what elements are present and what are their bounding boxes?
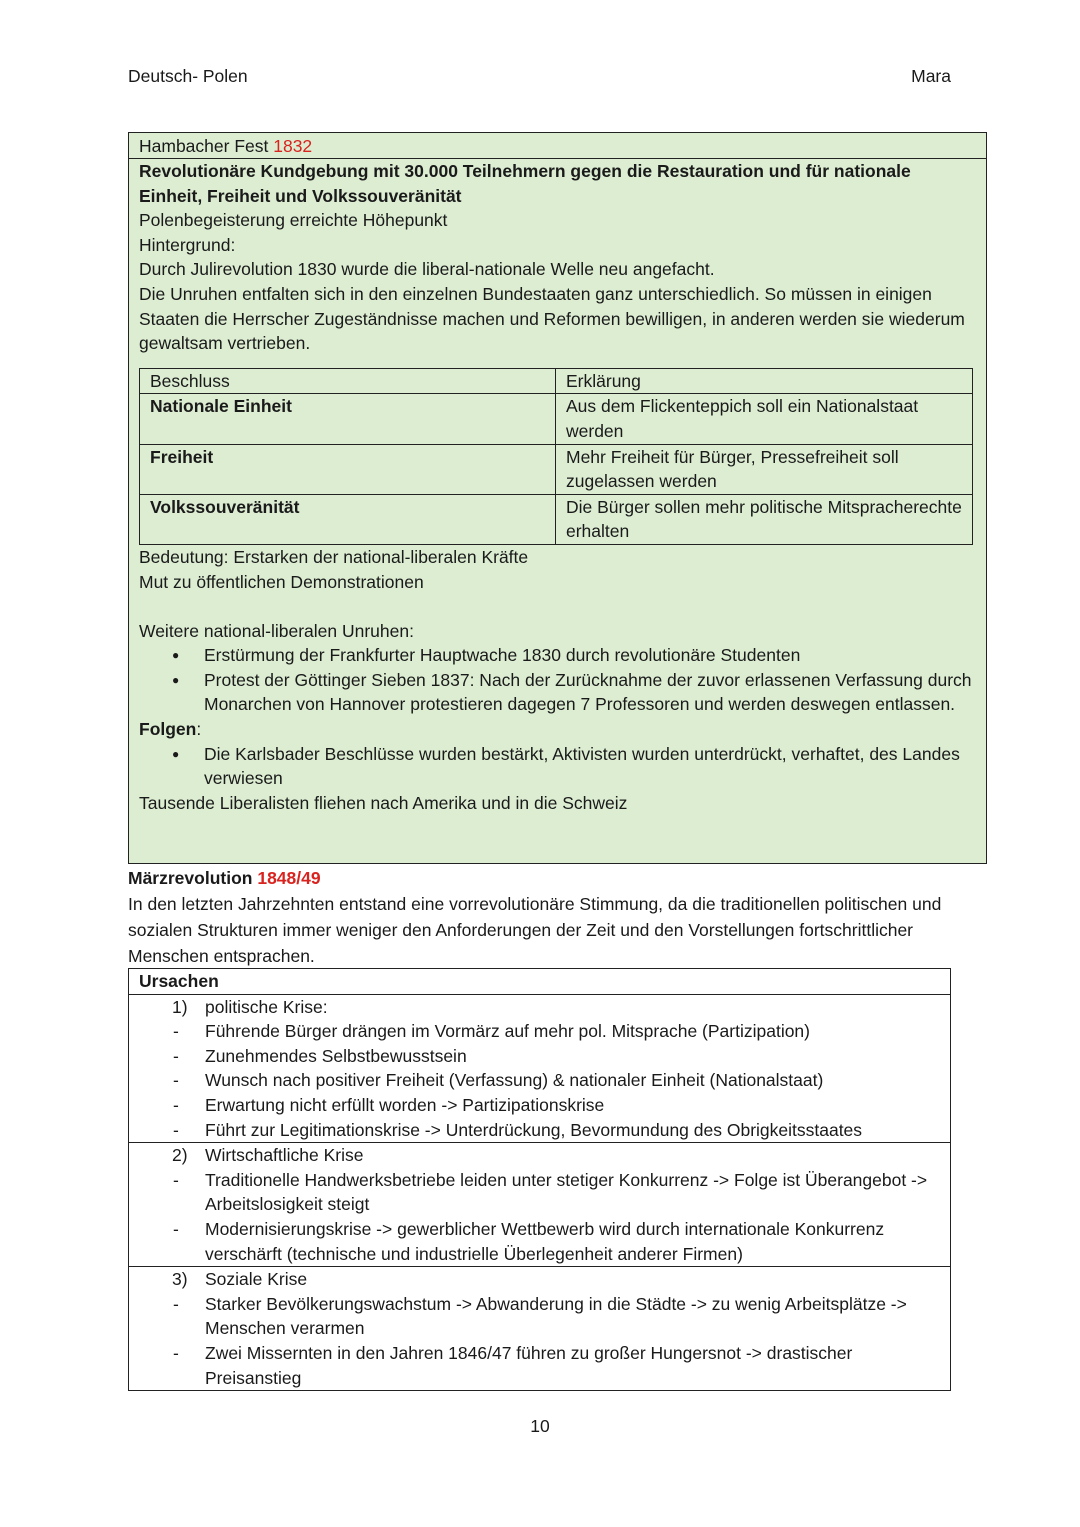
section-heading — [139, 1267, 940, 1292]
hambacher-fest-title: Hambacher Fest — [139, 136, 269, 156]
list-item: - Führt zur Legitimationskrise -> Unterdrückung, Bevormundung des Obrigkeitsstaates — [139, 1118, 940, 1143]
julirevolution-text: Durch Julirevolution 1830 wurde die liberal-nationale Welle neu angefacht. — [139, 259, 715, 280]
section-title: Soziale Krise — [205, 1269, 308, 1290]
list-item: ● Erstürmung der Frankfurter Hauptwache 1830 durch revolutionäre Studenten — [204, 643, 976, 668]
list-item: - Führende Bürger drängen im Vormärz auf mehr pol. Mitsprache (Partizipation) — [139, 1019, 940, 1044]
bedeutung-text: Bedeutung: Erstarken der national-liberalen Kräfte — [139, 546, 529, 567]
hambacher-fest-year: 1832 — [273, 136, 313, 156]
list-item: - Wunsch nach positiver Freiheit (Verfassung) & nationaler Einheit (Nationalstaat) — [139, 1068, 940, 1093]
table-row — [140, 494, 973, 544]
hambacher-fest-box — [128, 132, 987, 864]
mut-text: Mut zu öffentlichen Demonstrationen — [139, 571, 424, 592]
table-cell-erklaerung: Die Bürger sollen mehr politische Mitspracherechte erhalten — [556, 494, 973, 544]
section-number: 3) — [172, 1269, 188, 1290]
list-item: ● Die Karlsbader Beschlüsse wurden bestärkt, Aktivisten wurden unterdrückt, verhaftet, des Landes verwiesen — [204, 742, 976, 791]
list-item: - Zwei Missernten in den Jahren 1846/47 führen zu großer Hungersnot -> drastischer Preisanstieg — [139, 1341, 940, 1390]
hintergrund-label: Hintergrund: — [139, 234, 236, 255]
section-number: 1) — [172, 996, 188, 1017]
table-header-erklaerung: Erklärung — [556, 368, 973, 394]
table-row — [140, 444, 973, 494]
section-title: politische Krise: — [205, 996, 328, 1017]
section-title: Wirtschaftliche Krise — [205, 1145, 364, 1166]
ursachen-section-sozial — [129, 1267, 951, 1391]
header-subject: Deutsch- Polen — [128, 66, 248, 86]
maerzrevolution-title: Märzrevolution — [128, 868, 253, 888]
table-header-row — [140, 368, 973, 394]
table-header-beschluss: Beschluss — [140, 368, 556, 394]
folgen-label-line — [139, 717, 976, 742]
header-author: Mara — [911, 66, 951, 86]
ursachen-header-row — [129, 969, 951, 995]
maerzrevolution-intro: In den letzten Jahrzehnten entstand eine vorrevolutionäre Stimmung, da die traditionellen politischen und sozialen Strukturen immer weniger den Anforderungen der Zeit und den Vorstellungen fortschrittlicher Menschen entsprachen. — [128, 893, 942, 966]
ursachen-section-politisch — [129, 994, 951, 1143]
list-item: - Zunehmendes Selbstbewusstsein — [139, 1044, 940, 1069]
table-row — [129, 1267, 951, 1391]
list-item: ● Protest der Göttinger Sieben 1837: Nach der Zurücknahme der zuvor erlassenen Verfassung durch Monarchen von Hannover protestieren dagegen 7 Professoren und werden deswegen entlassen. — [204, 668, 976, 717]
weitere-unruhen-list — [139, 643, 976, 717]
folgen-label: Folgen — [139, 719, 197, 740]
section-heading — [139, 995, 940, 1020]
spacer — [139, 594, 976, 619]
maerzrevolution-section — [128, 866, 958, 969]
list-item: - Traditionelle Handwerksbetriebe leiden unter stetiger Konkurrenz -> Folge ist Überangebot -> Arbeitslosigkeit steigt — [139, 1168, 940, 1217]
polenbegeisterung-text: Polenbegeisterung erreichte Höhepunkt — [139, 210, 448, 231]
table-row — [129, 1143, 951, 1267]
page-header — [128, 64, 951, 89]
unruhen-text: Die Unruhen entfalten sich in den einzelnen Bundestaaten ganz unterschiedlich. So müssen in einigen Staaten die Herrscher Zugeständnisse machen und Reformen bewilligen, in anderen werden sie wiederum gewaltsam vertrieben. — [139, 283, 965, 354]
folgen-colon: : — [196, 719, 202, 740]
beschluss-table — [139, 368, 973, 545]
table-cell-erklaerung: Aus dem Flickenteppich soll ein Nationalstaat werden — [556, 394, 973, 444]
weitere-unruhen-label: Weitere national-liberalen Unruhen: — [139, 620, 414, 641]
table-cell-beschluss: Nationale Einheit — [140, 394, 556, 444]
table-row — [140, 394, 973, 444]
maerzrevolution-year: 1848/49 — [257, 868, 321, 888]
ursachen-table — [128, 968, 951, 1391]
maerzrevolution-title-line — [128, 866, 958, 891]
section-number: 2) — [172, 1145, 188, 1166]
list-item: - Starker Bevölkerungswachstum -> Abwanderung in die Städte -> zu wenig Arbeitsplätze -> Menschen verarmen — [139, 1292, 940, 1341]
table-row — [129, 994, 951, 1143]
list-item: - Modernisierungskrise -> gewerblicher Wettbewerb wird durch internationale Konkurrenz verschärft (technische und industrielle Überlegenheit anderer Firmen) — [139, 1217, 940, 1266]
ursachen-header: Ursachen — [129, 969, 951, 995]
ursachen-section-wirtschaftlich — [129, 1143, 951, 1267]
table-cell-beschluss: Volkssouveränität — [140, 494, 556, 544]
list-item: - Erwartung nicht erfüllt worden -> Partizipationskrise — [139, 1093, 940, 1118]
section-heading — [139, 1143, 940, 1168]
page-number: 10 — [530, 1416, 550, 1436]
hambacher-fest-content — [129, 159, 986, 815]
table-cell-beschluss: Freiheit — [140, 444, 556, 494]
tausende-text: Tausende Liberalisten fliehen nach Amerika und in die Schweiz — [139, 792, 628, 813]
table-cell-erklaerung: Mehr Freiheit für Bürger, Pressefreiheit soll zugelassen werden — [556, 444, 973, 494]
hambacher-fest-lead: Revolutionäre Kundgebung mit 30.000 Teilnehmern gegen die Restauration und für nationale Einheit, Freiheit und Volkssouveränität — [139, 161, 911, 206]
hambacher-fest-title-row — [129, 133, 986, 159]
folgen-list — [139, 742, 976, 791]
